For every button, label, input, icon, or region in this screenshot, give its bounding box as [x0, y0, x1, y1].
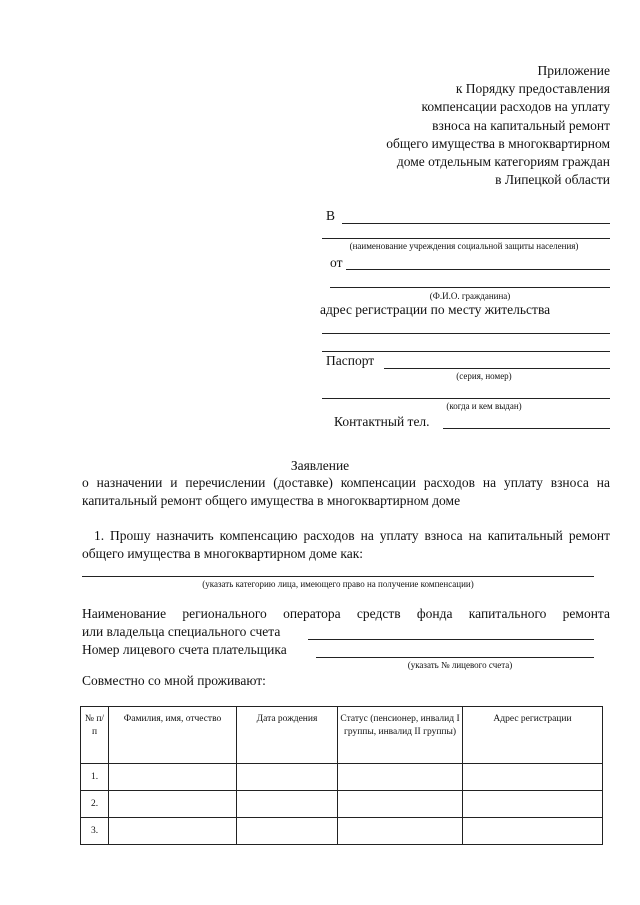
- fio-field-line[interactable]: [346, 269, 610, 270]
- cell-address[interactable]: [463, 791, 603, 818]
- category-caption: (указать категорию лица, имеющего право на получение компенсации): [202, 579, 474, 589]
- row-number: 3.: [81, 818, 109, 845]
- row-number: 1.: [81, 764, 109, 791]
- cell-address[interactable]: [463, 818, 603, 845]
- header-address: Адрес регистрации: [463, 707, 603, 764]
- phone-field-line[interactable]: [443, 428, 610, 429]
- row-number: 2.: [81, 791, 109, 818]
- paragraph-1: 1. Прошу назначить компенсацию расходов на уплату взноса на капитальный ремонт общего имущества в многоквартирном доме как:: [82, 528, 610, 561]
- cell-status[interactable]: [338, 791, 463, 818]
- address-field-line-2[interactable]: [322, 351, 610, 352]
- institution-field-line[interactable]: [342, 223, 610, 224]
- appendix-line: компенсации расходов на уплату: [421, 99, 610, 115]
- cell-fio[interactable]: [109, 818, 237, 845]
- header-status: Статус (пенсионер, инвалид I группы, инвалид II группы): [338, 707, 463, 764]
- institution-field-line-2[interactable]: [322, 238, 610, 239]
- passport-caption: (серия, номер): [456, 371, 512, 381]
- cohabitants-label: Совместно со мной проживают:: [82, 673, 266, 688]
- phone-label: Контактный тел.: [334, 414, 430, 429]
- table-header-row: [81, 707, 603, 764]
- appendix-line: Приложение: [537, 63, 610, 78]
- fio-field-line-2[interactable]: [330, 287, 610, 288]
- fio-caption: (Ф.И.О. гражданина): [429, 291, 511, 301]
- account-caption: (указать № лицевого счета): [407, 660, 513, 670]
- table-row: [81, 791, 603, 818]
- appendix-line: к Порядку предоставления: [455, 81, 610, 97]
- appendix-line: в Липецкой области: [495, 172, 610, 188]
- statement-title: Заявление: [290, 458, 350, 473]
- appendix-block: [386, 62, 610, 189]
- cell-birthdate[interactable]: [237, 764, 338, 791]
- issued-caption: (когда и кем выдан): [446, 401, 522, 411]
- operator-line-2: или владельца специального счета: [82, 624, 281, 639]
- header-birthdate: Дата рождения: [237, 707, 338, 764]
- passport-label: Паспорт: [326, 353, 375, 368]
- appendix-line: доме отдельным категориям граждан: [396, 154, 610, 170]
- cell-status[interactable]: [338, 764, 463, 791]
- account-label: Номер лицевого счета плательщика: [82, 642, 287, 657]
- to-label: В: [326, 208, 336, 223]
- cell-address[interactable]: [463, 764, 603, 791]
- passport-field-line[interactable]: [384, 368, 610, 369]
- header-number: № п/п: [81, 707, 109, 764]
- appendix-line: взноса на капитальный ремонт: [432, 117, 610, 133]
- passport-issued-line[interactable]: [322, 398, 610, 399]
- address-label: адрес регистрации по месту жительства: [320, 302, 551, 317]
- operator-line-1: Наименование регионального оператора средств фонда капитального ремонта: [82, 606, 610, 621]
- cell-status[interactable]: [338, 818, 463, 845]
- cell-birthdate[interactable]: [237, 818, 338, 845]
- table-row: [81, 818, 603, 845]
- cell-birthdate[interactable]: [237, 791, 338, 818]
- category-field-line[interactable]: [82, 576, 594, 577]
- cell-fio[interactable]: [109, 791, 237, 818]
- from-label: от: [330, 255, 343, 270]
- institution-caption: (наименование учреждения социальной защиты населения): [349, 241, 579, 251]
- table-row: [81, 764, 603, 791]
- header-fio: Фамилия, имя, отчество: [109, 707, 237, 764]
- account-field-line[interactable]: [316, 657, 594, 658]
- cohabitants-table: [80, 706, 603, 845]
- appendix-line: общего имущества в многоквартирном: [386, 135, 610, 151]
- cell-fio[interactable]: [109, 764, 237, 791]
- address-field-line[interactable]: [322, 333, 610, 334]
- operator-field-line[interactable]: [308, 639, 594, 640]
- statement-subject: о назначении и перечислении (доставке) компенсации расходов на уплату взноса на капитальный ремонт общего имущества в многоквартирном доме: [82, 475, 610, 508]
